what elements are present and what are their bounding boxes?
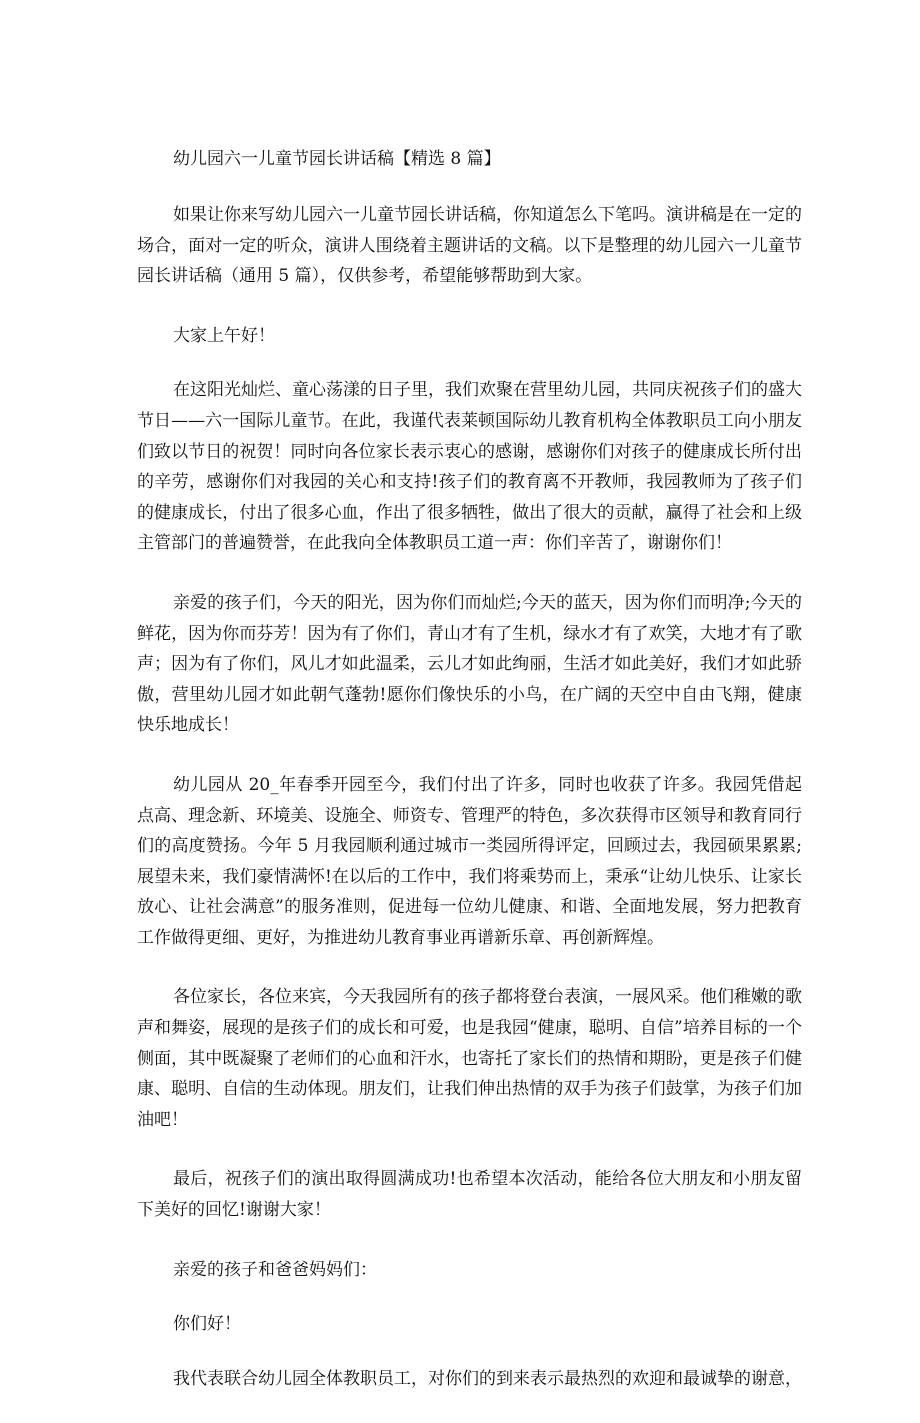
body-paragraph: 各位家长，各位来宾，今天我园所有的孩子都将登台表演，一展风采。他们稚嫩的歌声和舞姿，展现的是孩子们的成长和可爱，也是我园“健康，聪明、自信”培养目标的一个侧面，其中既凝聚了老师们的心血和汗水，也寄托了家长们的热情和期盼，更是孩子们健康、聪明、自信的生动体现。朋友们，让我们伸出热情的双手为孩子们鼓掌，为孩子们加油吧！ bbox=[137, 987, 802, 1130]
greeting-paragraph: 大家上午好！ bbox=[173, 325, 275, 346]
body-paragraph: 我代表联合幼儿园全体教职员工，对你们的到来表示最热烈的欢迎和最诚挚的谢意， bbox=[173, 1368, 802, 1389]
intro-paragraph: 如果让你来写幼儿园六一儿童节园长讲话稿，你知道怎么下笔吗。演讲稿是在一定的场合，面对一定的听众，演讲人围绕着主题讲话的文稿。以下是整理的幼儿园六一儿童节园长讲话稿（通用 5 篇），仅供参考，希望能够帮助到大家。 bbox=[137, 205, 802, 287]
document-body bbox=[137, 144, 802, 1423]
body-paragraph: 亲爱的孩子们，今天的阳光，因为你们而灿烂;今天的蓝天，因为你们而明净;今天的鲜花，因为你而芬芳！因为有了你们，青山才有了生机，绿水才有了欢笑，大地才有了歌声；因为有了你们，风儿才如此温柔，云儿才如此绚丽，生活才如此美好，我们才如此骄傲，营里幼儿园才如此朝气蓬勃!愿你们像快乐的小鸟，在广阔的天空中自由飞翔，健康快乐地成长！ bbox=[137, 592, 802, 736]
closing-paragraph: 最后，祝孩子们的演出取得圆满成功!也希望本次活动，能给各位大朋友和小朋友留下美好的回忆!谢谢大家！ bbox=[137, 1169, 802, 1221]
salutation-paragraph: 亲爱的孩子和爸爸妈妈们： bbox=[173, 1259, 377, 1280]
body-paragraph: 幼儿园从 20_年春季开园至今，我们付出了许多，同时也收获了许多。我园凭借起点高、理念新、环境美、设施全、师资专、管理严的特色，多次获得市区领导和教育同行们的高度赞扬。今年 5 月我园顺利通过城市一类园所得评定，回顾过去，我园硕果累累;展望未来，我们豪情满怀!在以后的工作中，我们将乘势而上，秉承“让幼儿快乐、让家长放心、让社会满意”的服务准则，促进每一位幼儿健康、和谐、全面地发展，努力把教育工作做得更细、更好，为推进幼儿教育事业再谱新乐章、再创新辉煌。 bbox=[137, 774, 802, 948]
document-title: 幼儿园六一儿童节园长讲话稿【精选 8 篇】 bbox=[173, 149, 501, 169]
greeting-paragraph: 你们好！ bbox=[173, 1314, 241, 1335]
body-paragraph: 在这阳光灿烂、童心荡漾的日子里，我们欢聚在营里幼儿园，共同庆祝孩子们的盛大节日——六一国际儿童节。在此，我谨代表莱顿国际幼儿教育机构全体教职员工向小朋友们致以节日的祝贺！同时向各位家长表示衷心的感谢，感谢你们对孩子的健康成长所付出的辛劳，感谢你们对我园的关心和支持!孩子们的教育离不开教师，我园教师为了孩子们的健康成长，付出了很多心血，作出了很多牺牲，做出了很大的贡献，赢得了社会和上级主管部门的普遍赞誉，在此我向全体教职员工道一声：你们辛苦了，谢谢你们！ bbox=[137, 380, 802, 554]
